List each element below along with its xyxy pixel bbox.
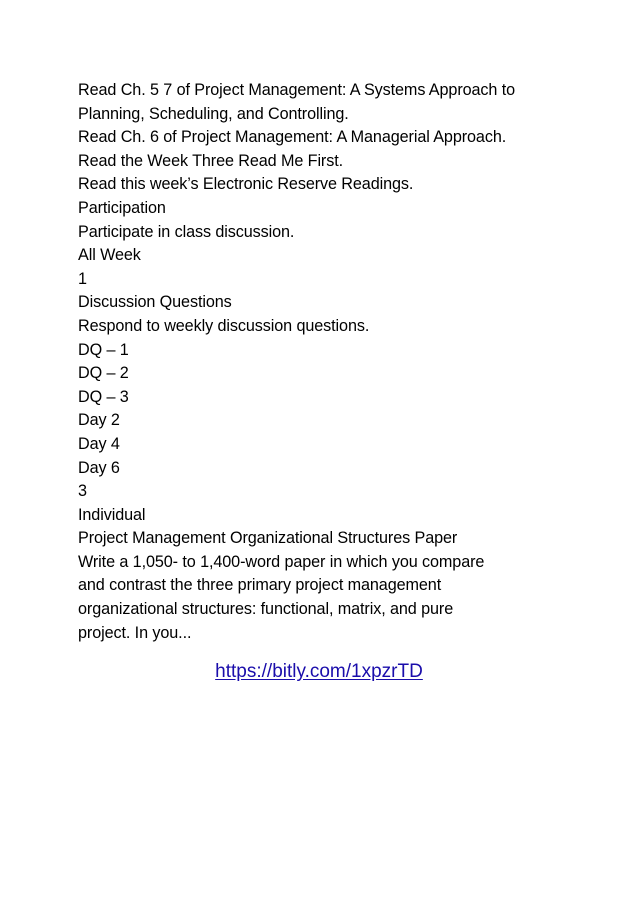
- text-line: DQ – 3: [78, 387, 129, 406]
- text-line: Individual: [78, 505, 146, 524]
- text-line: 3: [78, 482, 87, 501]
- text-line: project. In you...: [78, 623, 192, 642]
- text-line: organizational structures: functional, matrix, and pure: [78, 600, 454, 619]
- text-line: Day 4: [78, 434, 120, 453]
- text-line: DQ – 2: [78, 364, 129, 383]
- shortened-url-link[interactable]: https://bitly.com/1xpzrTD: [215, 661, 423, 682]
- text-line: Project Management Organizational Structures Paper: [78, 529, 458, 548]
- text-line: Read the Week Three Read Me First.: [78, 151, 344, 170]
- text-line: Day 6: [78, 458, 120, 477]
- text-line: Participation: [78, 198, 166, 217]
- text-line: Discussion Questions: [78, 293, 232, 312]
- text-line: Read Ch. 5 7 of Project Management: A Systems Approach to: [78, 81, 516, 99]
- text-line: DQ – 1: [78, 340, 129, 359]
- text-line: Read this week’s Electronic Reserve Readings.: [78, 175, 414, 194]
- text-line: All Week: [78, 246, 141, 265]
- text-line: Read Ch. 6 of Project Management: A Managerial Approach.: [78, 128, 507, 147]
- text-line: Write a 1,050- to 1,400-word paper in which you compare: [78, 552, 485, 571]
- text-line: 1: [78, 269, 87, 288]
- text-line: Participate in class discussion.: [78, 222, 295, 241]
- link-container: [0, 659, 638, 685]
- text-line: Planning, Scheduling, and Controlling.: [78, 104, 349, 123]
- text-line: and contrast the three primary project management: [78, 576, 442, 595]
- text-line: Day 2: [78, 411, 120, 430]
- document-body: [78, 79, 568, 645]
- text-line: Respond to weekly discussion questions.: [78, 316, 370, 335]
